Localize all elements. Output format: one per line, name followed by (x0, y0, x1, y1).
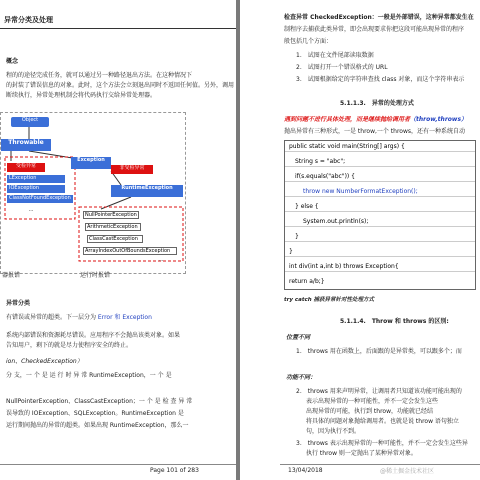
footer-rule (280, 464, 480, 465)
section-header: 异常分类及处理 (4, 16, 53, 24)
diagram-caption-right: 运行时报错 (80, 272, 111, 279)
checked-exception-item: ClassNotFoundException (7, 195, 73, 203)
checked-exception-text: 般包括几个方面： (284, 38, 333, 45)
code-line: public static void main(String[] args) { (285, 143, 475, 152)
category-line: ion、CheckedException） (6, 358, 83, 365)
function-item: 2. throws 用来声明异常，让调用者只知道该功能可能出现的 (296, 388, 462, 395)
checked-exception-item: ... (28, 207, 34, 213)
header-rule (0, 28, 236, 29)
section-title: 5.1.1.3. 异常的处理方式 (340, 100, 414, 107)
function-item: 执行 throw 则一定抛出了某种异常对象。 (306, 450, 417, 457)
category-line: 分 支，一 个 是 运 行 时 异 常 RuntimeException，一 个 是 (6, 372, 172, 379)
concept-line: 程的的途径完成任务，就可以通过另一种路径退出方法。在这种情况下 (6, 72, 193, 79)
code-line: System.out.println(s); (285, 218, 475, 227)
checked-exception-tag: 受检异常 (7, 163, 45, 172)
left-page (0, 0, 236, 480)
function-item: 出现异常的可能，执行到 throw，功能就已经结 (306, 408, 433, 415)
category-heading: 异常分类 (6, 300, 31, 307)
category-line: 运行期间抛出的异常的超类。如果出现 RuntimeException，那么一 (6, 422, 189, 429)
function-heading: 功能不同： (286, 374, 317, 381)
category-line: NullPointerException、ClassCastException；一 个 是 检 查 异 常 (6, 398, 193, 405)
throwable-node: Throwable (1, 139, 51, 151)
throws-intro: 抛出异常有三种形式，一是 throw,一个 throws，还有一种系统自动 (284, 128, 465, 135)
category-line: 告知用户，剩下的就是尽力使程序安全的终止。 (6, 342, 133, 349)
list-item: 3. 试图根据给定的字符串查找 class 对象，而这个字符串表示 (296, 76, 465, 83)
exception-hierarchy-diagram (0, 112, 186, 274)
runtime-exception-item: ArithmeticException (85, 223, 141, 231)
runtime-exception-item: ArrayIndexOutOfBoundsException (83, 247, 177, 255)
code-line: String s = "abc"; (285, 158, 475, 167)
category-line: 有错误或异常的超类。下一层分为 Error 和 Exception (6, 314, 152, 321)
watermark: @稀土掘金技术社区 (380, 468, 435, 475)
page-number: Page 101 of 283 (150, 467, 199, 474)
runtime-exception-item: ... (158, 257, 164, 263)
runtime-exception-item: ClassCastException (87, 235, 143, 243)
error-exception-link[interactable]: Error 和 Exception (97, 314, 152, 321)
concept-line: 断续执行，异常处理机制会将代码执行交给异常处理器。 (6, 92, 157, 99)
function-item: 表示出现异常的一种可能性，并不一定会发生这些 (306, 398, 439, 405)
runtime-exception-item: NullPointerException (83, 211, 139, 219)
position-item: 1. throws 用在函数上，后面跟的是异常类，可以跟多个；而 (296, 348, 462, 355)
footer-rule (0, 464, 236, 465)
function-item: 句，因为执行不到。 (306, 428, 361, 435)
runtime-exception-node: RuntimeException (111, 185, 183, 197)
exception-node: Exception (71, 157, 111, 169)
function-item: 3. throws 表示出现异常的一种可能性，并不一定会发生这些异 (296, 440, 468, 447)
code-line: } (285, 248, 475, 257)
checked-exception-item: IOException (7, 185, 65, 193)
right-page (240, 0, 480, 480)
function-item: 将具体的问题对象抛给调用者。也就是说 throw 语句独立 (306, 418, 459, 425)
list-item: 1. 试图在文件尾部读取数据 (296, 52, 374, 59)
handling-summary: 遇到问题不进行具体处理，而是继续抛给调用者（throw,throws） (284, 116, 468, 123)
position-heading: 位置不同 (286, 334, 311, 341)
diagram-caption-left: 器报错 (2, 272, 21, 279)
footer-date: 13/04/2018 (288, 467, 323, 474)
list-item: 2. 试图打开一个错误格式的 URL (296, 64, 388, 71)
checked-exception-text: 制程序去捕获此类异常，即会出现要求你把这段可能出现异常的程序 (284, 26, 465, 33)
try-catch-caption: try catch 捕获异常针对性处理方式 (284, 297, 375, 303)
code-line: throw new NumberFormatException(); (285, 188, 475, 197)
code-line: int div(int a,int b) throws Exception{ (285, 263, 475, 272)
code-line: return a/b;} (289, 278, 325, 285)
category-line: 系统内部错误和资源耗尽错误。应用程序不会抛出该类对象。如果 (6, 332, 181, 339)
code-line: } (285, 233, 475, 242)
checked-exception-item: LException (7, 175, 65, 183)
code-line: } else { (285, 203, 475, 212)
concept-heading: 概念 (6, 58, 19, 65)
concept-line: 的封装了错误信息的对象。此时，这个方法会立刻退出同时不返回任何值。另外，调用 (6, 82, 235, 89)
section-title-2: 5.1.1.4. Throw 和 throws 的区别: (340, 318, 449, 325)
object-node: Object (11, 117, 49, 127)
checked-exception-line: 检查异常 CheckedException：一般是外部错误，这种异常都发生在 (284, 14, 474, 21)
code-block (284, 140, 476, 290)
category-line: 误导致的 IOException、SQLException。RuntimeException 是 (6, 410, 184, 417)
code-line: if(s.equals("abc")) { (285, 173, 475, 182)
unchecked-exception-tag: 非受检异常 (111, 165, 153, 174)
